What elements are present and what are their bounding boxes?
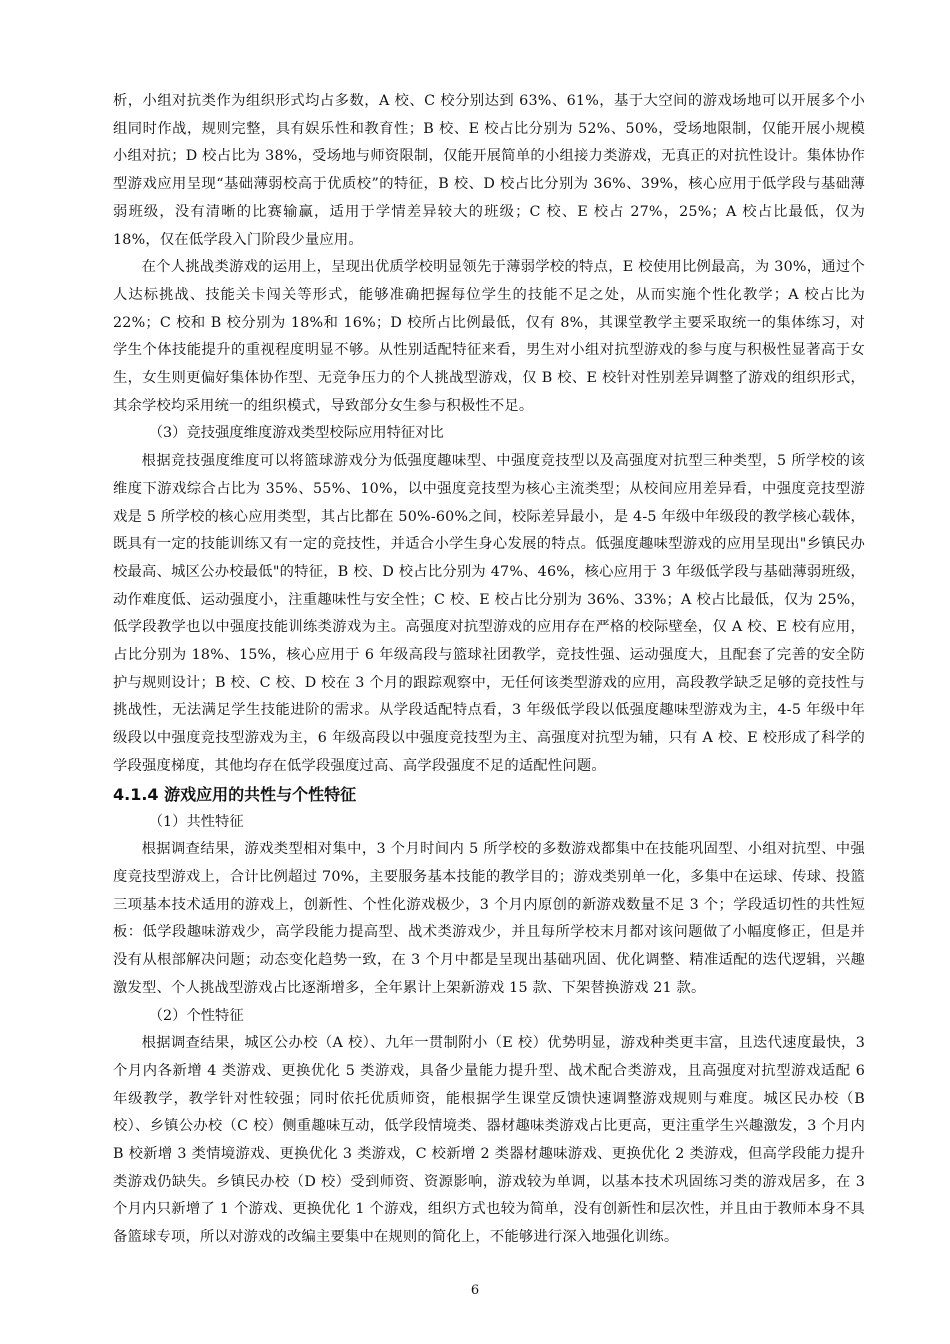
- page-number: 6: [470, 1283, 480, 1298]
- paragraph-individual-features: 根据调查结果，城区公办校（A 校）、九年一贯制附小（E 校）优势明显，游戏种类更丰富，且迭代速度最快，3 个月内各新增 4 类游戏、更换优化 5 类游戏，具备少量能力提升型、战术配合类游戏，且高强度对抗型游戏适配 6 年级教学，教学针对性较强；同时依托优质师资，能根据学生课堂反馈快速调整游戏规则与难度。城区民办校（B 校）、乡镇公办校（C 校）侧重趣味互动，低学段情境类、器材趣味类游戏占比更高，更注重学生兴趣激发，3 个月内 B 校新增 3 类情境游戏、更换优化 3 类游戏，C 校新增 2 类器材趣味游戏、更换优化 2 类游戏，但高学段能力提升类游戏仍缺失。乡镇民办校（D 校）受到师资、资源影响，游戏较为单调，以基本技术巩固练习类的游戏居多，在 3 个月内只新增了 1 个游戏、更换优化 1 个游戏，组织方式也较为简单，没有创新性和层次性，并且由于教师本身不具备篮球专项，所以对游戏的改编主要集中在规则的简化上，不能够进行深入地强化训练。: [113, 1035, 865, 1246]
- paragraph-individual-challenge: 在个人挑战类游戏的运用上，呈现出优质学校明显领先于薄弱学校的特点，E 校使用比例最高，为 30%，通过个人达标挑战、技能关卡闯关等形式，能够准确把握每位学生的技能不足之处，从而实施个性化教学；A 校占比为 22%；C 校和 B 校分别为 18%和 16%；D 校所占比例最低，仅有 8%，其课堂教学主要采取统一的集体练习，对学生个体技能提升的重视程度明显不够。从性别适配特征来看，男生对小组对抗型游戏的参与度与积极性显著高于女生，女生则更偏好集体协作型、无竞争压力的个人挑战型游戏，仅 B 校、E 校针对性别差异调整了游戏的组织形式，其余学校均采用统一的组织模式，导致部分女生参与积极性不足。: [113, 259, 865, 414]
- paragraph-competitive-intensity: 根据竞技强度维度可以将篮球游戏分为低强度趣味型、中强度竞技型以及高强度对抗型三种类型，5 所学校的该维度下游戏综合占比为 35%、55%、10%，以中强度竞技型为核心主流类型；从校间应用差异看，中强度竞技型游戏是 5 所学校的核心应用类型，其占比都在 50%-60%之间，校际差异最小，是 4-5 年级中年级段的教学核心载体，既具有一定的技能训练又有一定的竞技性，并适合小学生身心发展的特点。低强度趣味型游戏的应用呈现出"乡镇民办校最高、城区公办校最低"的特征，B 校、D 校占比分别为 47%、46%，核心应用于 3 年级低学段与基础薄弱班级，动作难度低、运动强度小，注重趣味性与安全性；C 校、E 校占比分别为 36%、33%；A 校占比最低，仅为 25%，低学段教学也以中强度技能训练类游戏为主。高强度对抗型游戏的应用存在严格的校际壁垒，仅 A 校、E 校有应用，占比分别为 18%、15%，核心应用于 6 年级高段与篮球社团教学，竞技性强、运动强度大，且配套了完善的安全防护与规则设计；B 校、C 校、D 校在 3 个月的跟踪观察中，无任何该类型游戏的应用，高段教学缺乏足够的竞技性与挑战性，无法满足学生技能进阶的需求。从学段适配特点看，3 年级低学段以低强度趣味型游戏为主，4-5 年级中年级段以中强度竞技型游戏为主，6 年级高段以中强度竞技型为主、高强度对抗型为辅，只有 A 校、E 校形成了科学的学段强度梯度，其他均存在低学段强度过高、高学段强度不足的适配性问题。: [113, 453, 865, 774]
- subheading-competitive-intensity: （3）竞技强度维度游戏类型校际应用特征对比: [148, 425, 444, 442]
- subheading-common-features: （1）共性特征: [148, 813, 244, 830]
- section-heading-4-1-4: 4.1.4 游戏应用的共性与个性特征: [113, 784, 357, 804]
- subheading-individual-features: （2）个性特征: [148, 1007, 244, 1024]
- paragraph-common-features: 根据调查结果，游戏类型相对集中，3 个月时间内 5 所学校的多数游戏都集中在技能巩固型、小组对抗型、中强度竞技型游戏上，合计比例超过 70%，主要服务基本技能的教学目的；游戏类别单一化，多集中在运球、传球、投篮三项基本技术适用的游戏上，创新性、个性化游戏极少，3 个月内原创的新游戏数量不足 3 个；学段适切性的共性短板：低学段趣味游戏少，高学段能力提高型、战术类游戏少，并且每所学校末月都对该问题做了小幅度修正，但是并没有从根部解决问题；动态变化趋势一致，在 3 个月中都是呈现出基础巩固、优化调整、精准适配的迭代逻辑，兴趣激发型、个人挑战型游戏占比逐渐增多，全年累计上架新游戏 15 款、下架替换游戏 21 款。: [113, 841, 865, 996]
- paragraph-group-confrontation: 析，小组对抗类作为组织形式均占多数，A 校、C 校分别达到 63%、61%，基于大空间的游戏场地可以开展多个小组同时作战，规则完整，具有娱乐性和教育性；B 校、E 校占比分别为 52%、50%，受场地限制，仅能开展小规模小组对抗；D 校占比为 38%，受场地与师资限制，仅能开展简单的小组接力类游戏，无真正的对抗性设计。集体协作型游戏应用呈现“基础薄弱校高于优质校”的特征，B 校、D 校占比分别为 36%、39%，核心应用于低学段与基础薄弱班级，没有清晰的比赛输赢，适用于学情差异较大的班级；C 校、E 校占 27%，25%；A 校占比最低，仅为 18%，仅在低学段入门阶段少量应用。: [113, 93, 865, 248]
- page-body: [113, 88, 865, 1252]
